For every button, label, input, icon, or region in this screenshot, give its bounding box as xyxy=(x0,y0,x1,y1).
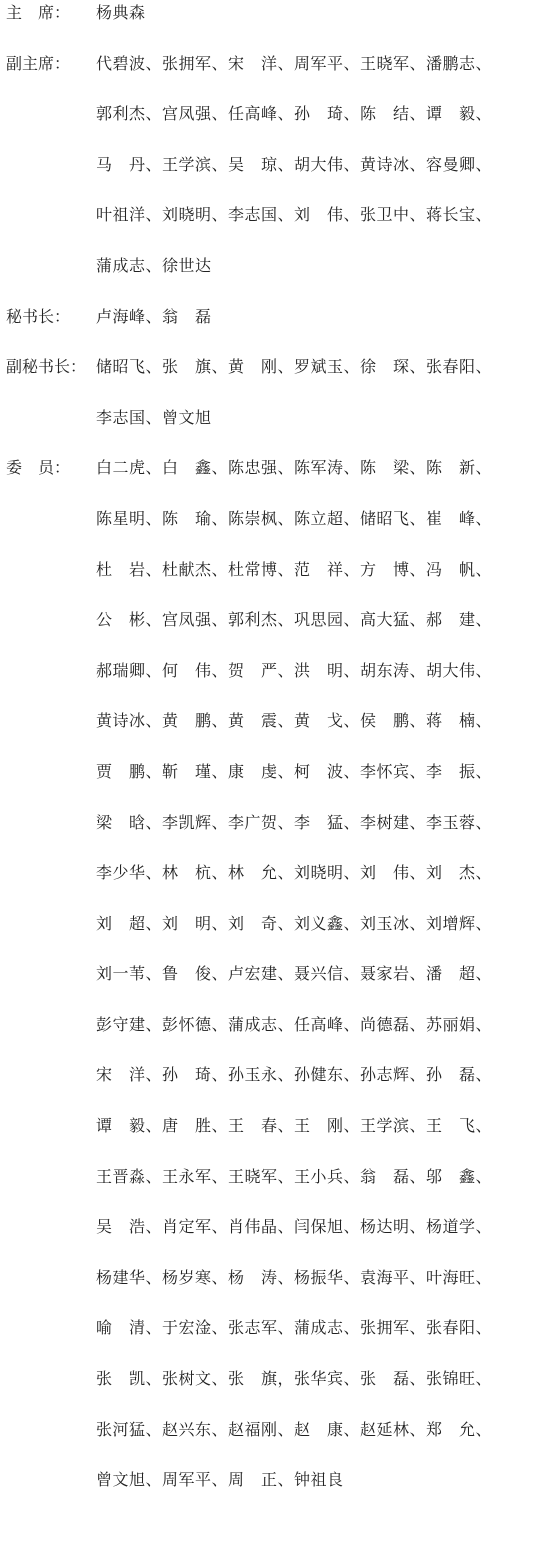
name-line: 陈星明、陈 瑜、陈崇枫、陈立超、储昭飞、崔 峰、 xyxy=(96,508,493,528)
roster-row xyxy=(0,1417,550,1468)
name-line: 杨建华、杨岁寒、杨 涛、杨振华、袁海平、叶海旺、 xyxy=(96,1267,493,1287)
name-line: 梁 晗、李凯辉、李广贺、李 猛、李树建、李玉蓉、 xyxy=(96,812,493,832)
section-vice-chairmen xyxy=(0,51,550,304)
name-line: 蒲成志、徐世达 xyxy=(96,255,212,275)
name-line: 郭利杰、宫凤强、任高峰、孙 琦、陈 结、谭 毅、 xyxy=(96,104,493,124)
name-line: 刘 超、刘 明、刘 奇、刘义鑫、刘玉冰、刘增辉、 xyxy=(96,913,493,933)
roster-row xyxy=(0,1113,550,1164)
name-line: 吴 浩、肖定军、肖伟晶、闫保旭、杨达明、杨道学、 xyxy=(96,1217,493,1237)
name-line: 公 彬、宫凤强、郭利杰、巩思园、高大猛、郝 建、 xyxy=(96,610,493,630)
roster-row xyxy=(0,607,550,658)
roster-row xyxy=(0,1214,550,1265)
name-line: 宋 洋、孙 琦、孙玉永、孙健东、孙志辉、孙 磊、 xyxy=(96,1065,493,1085)
name-line: 黄诗冰、黄 鹏、黄 震、黄 戈、侯 鹏、蒋 楠、 xyxy=(96,711,493,731)
roster-row xyxy=(0,860,550,911)
name-line: 谭 毅、唐 胜、王 春、王 刚、王学滨、王 飞、 xyxy=(96,1116,493,1136)
roster-row xyxy=(0,708,550,759)
role-label: 副秘书长： xyxy=(6,357,87,377)
roster-row xyxy=(0,304,550,355)
roster-row xyxy=(0,1012,550,1063)
roster-row xyxy=(0,405,550,456)
role-label: 主 席： xyxy=(6,3,71,22)
roster-row xyxy=(0,911,550,962)
roster-row xyxy=(0,101,550,152)
name-line: 代碧波、张拥军、宋 洋、周军平、王晓军、潘鹏志、 xyxy=(96,53,493,73)
name-line: 刘一苇、鲁 俊、卢宏建、聂兴信、聂家岩、潘 超、 xyxy=(96,964,493,984)
roster-row xyxy=(0,1164,550,1215)
section-committee-members xyxy=(0,455,550,1517)
name-line: 杜 岩、杜献杰、杜常博、范 祥、方 博、冯 帆、 xyxy=(96,559,493,579)
name-line: 曾文旭、周军平、周 正、钟祖良 xyxy=(96,1470,344,1490)
name-line: 卢海峰、翁 磊 xyxy=(96,306,212,326)
roster-row xyxy=(0,506,550,557)
role-label: 委 员： xyxy=(6,458,71,478)
name-line: 李少华、林 杭、林 允、刘晓明、刘 伟、刘 杰、 xyxy=(96,863,493,883)
name-line: 贾 鹏、靳 瑾、康 虔、柯 波、李怀宾、李 振、 xyxy=(96,761,493,781)
role-label: 副主席： xyxy=(6,53,71,73)
roster-row xyxy=(0,1062,550,1113)
name-line: 郝瑞卿、何 伟、贺 严、洪 明、胡东涛、胡大伟、 xyxy=(96,660,493,680)
name-line: 张 凯、张树文、张 旗，张华宾、张 磊、张锦旺、 xyxy=(96,1369,493,1389)
roster-row xyxy=(0,1467,550,1518)
name-line: 李志国、曾文旭 xyxy=(96,407,212,427)
roster-row xyxy=(0,253,550,304)
name-line: 储昭飞、张 旗、黄 刚、罗斌玉、徐 琛、张春阳、 xyxy=(96,357,493,377)
roster-row xyxy=(0,51,550,102)
roster-row xyxy=(0,152,550,203)
section-chairman xyxy=(0,0,550,51)
roster-row xyxy=(0,1315,550,1366)
name-line: 马 丹、王学滨、吴 琼、胡大伟、黄诗冰、容曼卿、 xyxy=(96,154,493,174)
name-line: 喻 清、于宏淦、张志军、蒲成志、张拥军、张春阳、 xyxy=(96,1318,493,1338)
roster-row xyxy=(0,1265,550,1316)
roster-row xyxy=(0,810,550,861)
roster-row xyxy=(0,1366,550,1417)
roster-row xyxy=(0,557,550,608)
role-label: 秘书长： xyxy=(6,306,71,326)
section-deputy-secretaries xyxy=(0,354,550,455)
name-line: 叶祖洋、刘晓明、李志国、刘 伟、张卫中、蒋长宝、 xyxy=(96,205,493,225)
roster-row xyxy=(0,759,550,810)
roster-row xyxy=(0,202,550,253)
roster-row xyxy=(0,961,550,1012)
roster-row xyxy=(0,658,550,709)
name-line: 张河猛、赵兴东、赵福刚、赵 康、赵延林、郑 允、 xyxy=(96,1419,493,1439)
name-line: 彭守建、彭怀德、蒲成志、任高峰、尚德磊、苏丽娟、 xyxy=(96,1014,493,1034)
name-line: 杨典森 xyxy=(96,3,146,22)
name-line: 白二虎、白 鑫、陈忠强、陈军涛、陈 梁、陈 新、 xyxy=(96,458,493,478)
roster-row xyxy=(0,354,550,405)
roster-row xyxy=(0,0,550,51)
section-secretary-general xyxy=(0,304,550,355)
roster-row xyxy=(0,455,550,506)
name-line: 王晋淼、王永军、王晓军、王小兵、翁 磊、邬 鑫、 xyxy=(96,1166,493,1186)
